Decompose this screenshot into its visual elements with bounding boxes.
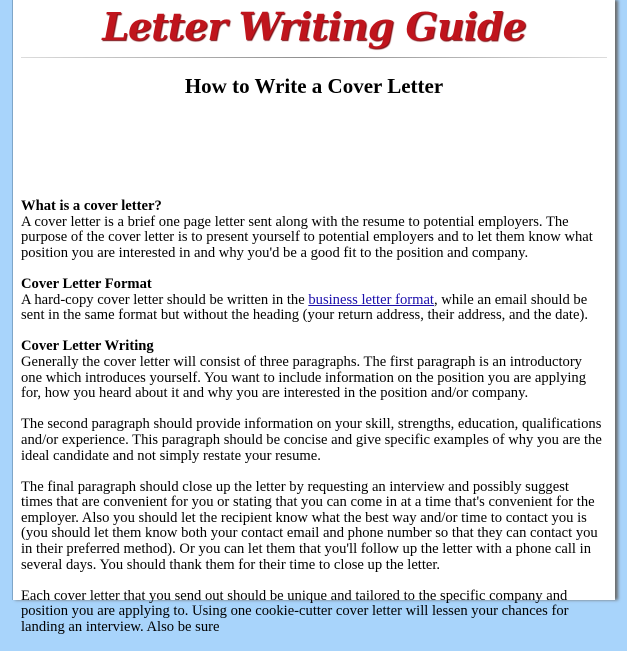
section-text: Generally the cover letter will consist of three paragraphs. The first paragraph is an introductory one which introduces yourself. You want to include information on the position you are applying for, how you heard about it and why you are interested in the position and/or company.	[21, 353, 587, 402]
article-body	[21, 199, 603, 651]
section-format	[21, 277, 603, 324]
section-heading: What is a cover letter?	[21, 198, 162, 214]
section-what-is	[21, 199, 603, 261]
header-divider	[21, 57, 607, 58]
page-container	[12, 0, 615, 636]
ad-placeholder	[163, 108, 463, 196]
paragraph-second: The second paragraph should provide information on your skill, strengths, education, qualifications and/or experience. This paragraph should be concise and give specific examples of why you are the ideal candidate and not simply restate your resume.	[21, 416, 602, 464]
site-logo[interactable]: Letter Writing Guide	[102, 4, 526, 49]
section-text: A cover letter is a brief one page letter sent along with the resume to potential employers. The purpose of the cover letter is to present yourself to potential employers and to let them know what position you are interested in and why you'd be a good fit to the position and company.	[21, 213, 593, 261]
section-writing	[21, 339, 603, 401]
section-heading: Cover Letter Format	[21, 275, 152, 292]
page-title: How to Write a Cover Letter	[184, 74, 444, 98]
paragraph-final: The final paragraph should close up the letter by requesting an interview and possibly suggest times that are convenient for you or stating that you can come in at a time that's convenient for the employer. Also you should let the recipient know what the best way and/or time to contact you is (you should let them know both your contact email and phone number so that they can contact you in their preferred method). Or you can let them that you'll follow up the letter with a phone call in several days. You should thank them for their time to close up the letter.	[21, 478, 598, 573]
section-text-before-link: A hard-copy cover letter should be written in the	[21, 291, 309, 308]
paragraph-unique: Each cover letter that you send out should be unique and tailored to the specific company and position you are applying to. Using one cookie-cutter cover letter will lessen your chances for landing an interview. Also be sure	[21, 587, 569, 636]
section-text-after-link: , while an email should be sent in the same format but without the heading (your return address, their address, and the date).	[21, 291, 588, 324]
section-heading: Cover Letter Writing	[21, 338, 154, 355]
business-letter-format-link[interactable]: business letter format	[308, 291, 434, 308]
site-header	[13, 0, 615, 56]
